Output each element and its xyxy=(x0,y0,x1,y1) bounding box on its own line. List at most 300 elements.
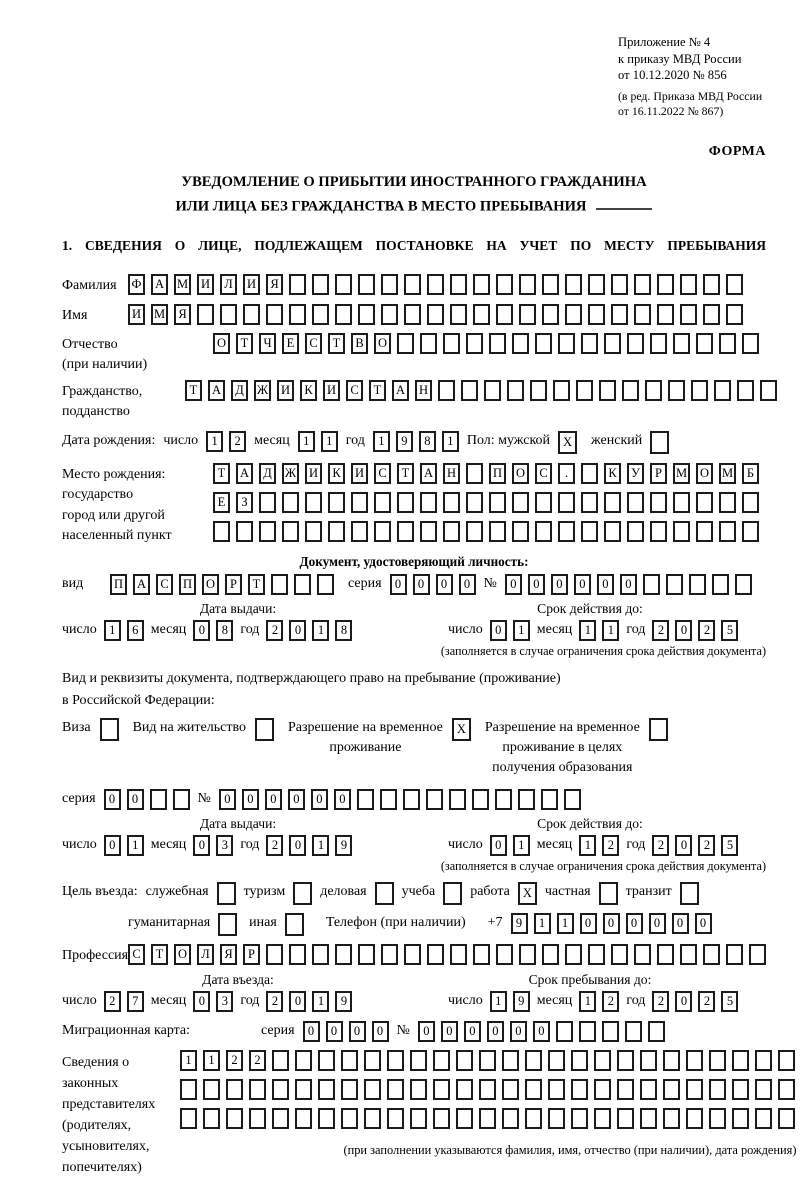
form-cell[interactable]: 0 xyxy=(464,1021,481,1042)
form-cell[interactable] xyxy=(640,1050,657,1071)
form-cell[interactable] xyxy=(502,1108,519,1129)
form-cell[interactable]: А xyxy=(420,463,437,484)
form-cell[interactable] xyxy=(571,1079,588,1100)
form-cell[interactable]: 2 xyxy=(602,991,619,1012)
form-cell[interactable]: 0 xyxy=(675,991,692,1012)
form-cell[interactable] xyxy=(558,521,575,542)
form-cell[interactable] xyxy=(542,944,559,965)
form-cell[interactable] xyxy=(272,1108,289,1129)
form-cell[interactable] xyxy=(317,574,334,595)
form-cell[interactable]: Д xyxy=(231,380,248,401)
form-cell[interactable] xyxy=(351,492,368,513)
form-cell[interactable] xyxy=(341,1050,358,1071)
temp-permit-checkbox[interactable]: X xyxy=(452,718,471,741)
form-cell[interactable] xyxy=(634,274,651,295)
form-cell[interactable] xyxy=(519,274,536,295)
form-cell[interactable]: 0 xyxy=(441,1021,458,1042)
form-cell[interactable]: И xyxy=(351,463,368,484)
form-cell[interactable] xyxy=(602,1021,619,1042)
form-cell[interactable] xyxy=(410,1108,427,1129)
form-cell[interactable]: Т xyxy=(236,333,253,354)
form-cell[interactable]: А xyxy=(208,380,225,401)
form-cell[interactable] xyxy=(576,380,593,401)
form-cell[interactable] xyxy=(689,574,706,595)
form-cell[interactable] xyxy=(625,1021,642,1042)
form-cell[interactable] xyxy=(450,274,467,295)
form-cell[interactable] xyxy=(663,1108,680,1129)
form-cell[interactable]: 0 xyxy=(695,913,712,934)
form-cell[interactable] xyxy=(456,1079,473,1100)
form-cell[interactable]: 1 xyxy=(312,991,329,1012)
form-cell[interactable]: 8 xyxy=(419,431,436,452)
form-cell[interactable]: 1 xyxy=(312,835,329,856)
form-cell[interactable] xyxy=(374,521,391,542)
form-cell[interactable]: А xyxy=(133,574,150,595)
form-cell[interactable]: Т xyxy=(185,380,202,401)
form-cell[interactable] xyxy=(673,492,690,513)
form-cell[interactable] xyxy=(650,492,667,513)
form-cell[interactable] xyxy=(611,944,628,965)
form-cell[interactable]: 1 xyxy=(579,620,596,641)
form-cell[interactable] xyxy=(732,1050,749,1071)
form-cell[interactable] xyxy=(387,1108,404,1129)
form-cell[interactable] xyxy=(397,492,414,513)
form-cell[interactable] xyxy=(535,492,552,513)
form-cell[interactable] xyxy=(548,1108,565,1129)
form-cell[interactable]: 0 xyxy=(487,1021,504,1042)
form-cell[interactable] xyxy=(588,274,605,295)
form-cell[interactable]: 3 xyxy=(216,835,233,856)
form-cell[interactable] xyxy=(410,1050,427,1071)
form-cell[interactable] xyxy=(512,521,529,542)
form-cell[interactable]: 0 xyxy=(289,835,306,856)
form-cell[interactable]: С xyxy=(128,944,145,965)
sex-male-checkbox[interactable]: X xyxy=(558,431,577,454)
form-cell[interactable]: 0 xyxy=(193,620,210,641)
form-cell[interactable] xyxy=(289,944,306,965)
form-cell[interactable]: 1 xyxy=(513,835,530,856)
form-cell[interactable] xyxy=(381,944,398,965)
form-cell[interactable] xyxy=(542,304,559,325)
form-cell[interactable]: 1 xyxy=(127,835,144,856)
form-cell[interactable]: О xyxy=(512,463,529,484)
form-cell[interactable] xyxy=(295,1079,312,1100)
form-cell[interactable]: С xyxy=(305,333,322,354)
form-cell[interactable] xyxy=(507,380,524,401)
form-cell[interactable] xyxy=(726,304,743,325)
form-cell[interactable] xyxy=(249,1079,266,1100)
form-cell[interactable] xyxy=(627,333,644,354)
form-cell[interactable] xyxy=(518,789,535,810)
form-cell[interactable] xyxy=(318,1108,335,1129)
form-cell[interactable]: 5 xyxy=(721,620,738,641)
form-cell[interactable]: Т xyxy=(369,380,386,401)
form-cell[interactable]: 0 xyxy=(436,574,453,595)
form-cell[interactable] xyxy=(680,944,697,965)
form-cell[interactable] xyxy=(719,492,736,513)
form-cell[interactable]: Н xyxy=(415,380,432,401)
form-cell[interactable] xyxy=(328,521,345,542)
form-cell[interactable]: М xyxy=(673,463,690,484)
form-cell[interactable] xyxy=(565,274,582,295)
form-cell[interactable]: Т xyxy=(328,333,345,354)
form-cell[interactable] xyxy=(433,1108,450,1129)
form-cell[interactable] xyxy=(719,333,736,354)
residence-checkbox[interactable] xyxy=(255,718,274,741)
form-cell[interactable]: 0 xyxy=(326,1021,343,1042)
edu-permit-checkbox[interactable] xyxy=(649,718,668,741)
purpose-tourism-checkbox[interactable] xyxy=(293,882,312,905)
form-cell[interactable] xyxy=(512,492,529,513)
form-cell[interactable] xyxy=(449,789,466,810)
form-cell[interactable] xyxy=(358,304,375,325)
form-cell[interactable] xyxy=(581,463,598,484)
form-cell[interactable] xyxy=(226,1108,243,1129)
form-cell[interactable] xyxy=(387,1050,404,1071)
form-cell[interactable]: Ф xyxy=(128,274,145,295)
form-cell[interactable]: 2 xyxy=(266,991,283,1012)
form-cell[interactable]: 0 xyxy=(311,789,328,810)
form-cell[interactable] xyxy=(778,1050,795,1071)
form-cell[interactable] xyxy=(530,380,547,401)
form-cell[interactable] xyxy=(341,1079,358,1100)
form-cell[interactable] xyxy=(456,1108,473,1129)
form-cell[interactable] xyxy=(735,574,752,595)
form-cell[interactable] xyxy=(318,1079,335,1100)
form-cell[interactable] xyxy=(611,304,628,325)
form-cell[interactable]: 1 xyxy=(579,835,596,856)
form-cell[interactable] xyxy=(732,1108,749,1129)
form-cell[interactable] xyxy=(588,944,605,965)
form-cell[interactable] xyxy=(622,380,639,401)
form-cell[interactable]: 0 xyxy=(289,620,306,641)
form-cell[interactable]: 0 xyxy=(418,1021,435,1042)
form-cell[interactable] xyxy=(335,274,352,295)
form-cell[interactable]: 0 xyxy=(459,574,476,595)
form-cell[interactable] xyxy=(243,304,260,325)
form-cell[interactable]: 1 xyxy=(442,431,459,452)
form-cell[interactable] xyxy=(604,521,621,542)
purpose-official-checkbox[interactable] xyxy=(217,882,236,905)
form-cell[interactable]: 0 xyxy=(413,574,430,595)
form-cell[interactable] xyxy=(749,944,766,965)
form-cell[interactable] xyxy=(571,1108,588,1129)
form-cell[interactable]: 2 xyxy=(698,620,715,641)
purpose-transit-checkbox[interactable] xyxy=(680,882,699,905)
form-cell[interactable]: 1 xyxy=(298,431,315,452)
form-cell[interactable]: 0 xyxy=(193,835,210,856)
form-cell[interactable] xyxy=(663,1050,680,1071)
form-cell[interactable] xyxy=(519,304,536,325)
form-cell[interactable] xyxy=(420,333,437,354)
form-cell[interactable] xyxy=(541,789,558,810)
form-cell[interactable] xyxy=(150,789,167,810)
form-cell[interactable]: 0 xyxy=(349,1021,366,1042)
form-cell[interactable] xyxy=(691,380,708,401)
form-cell[interactable]: 9 xyxy=(511,913,528,934)
form-cell[interactable] xyxy=(627,492,644,513)
form-cell[interactable] xyxy=(696,521,713,542)
form-cell[interactable] xyxy=(312,944,329,965)
form-cell[interactable]: С xyxy=(156,574,173,595)
form-cell[interactable]: Т xyxy=(248,574,265,595)
form-cell[interactable] xyxy=(364,1108,381,1129)
form-cell[interactable] xyxy=(594,1050,611,1071)
form-cell[interactable] xyxy=(742,333,759,354)
form-cell[interactable] xyxy=(525,1108,542,1129)
form-cell[interactable] xyxy=(335,944,352,965)
sex-female-checkbox[interactable] xyxy=(650,431,669,454)
form-cell[interactable]: 0 xyxy=(490,620,507,641)
form-cell[interactable] xyxy=(380,789,397,810)
form-cell[interactable]: 2 xyxy=(698,835,715,856)
form-cell[interactable] xyxy=(686,1108,703,1129)
form-cell[interactable] xyxy=(433,1079,450,1100)
form-cell[interactable] xyxy=(535,333,552,354)
purpose-private-checkbox[interactable] xyxy=(599,882,618,905)
form-cell[interactable] xyxy=(594,1079,611,1100)
form-cell[interactable]: Я xyxy=(174,304,191,325)
form-cell[interactable]: 0 xyxy=(193,991,210,1012)
form-cell[interactable]: 0 xyxy=(372,1021,389,1042)
form-cell[interactable]: Я xyxy=(266,274,283,295)
form-cell[interactable]: 1 xyxy=(104,620,121,641)
form-cell[interactable]: 0 xyxy=(603,913,620,934)
form-cell[interactable]: 2 xyxy=(652,835,669,856)
form-cell[interactable] xyxy=(410,1079,427,1100)
form-cell[interactable] xyxy=(760,380,777,401)
form-cell[interactable] xyxy=(282,492,299,513)
form-cell[interactable]: Р xyxy=(225,574,242,595)
form-cell[interactable] xyxy=(712,574,729,595)
form-cell[interactable] xyxy=(226,1079,243,1100)
form-cell[interactable]: Л xyxy=(220,274,237,295)
form-cell[interactable] xyxy=(604,333,621,354)
form-cell[interactable] xyxy=(357,789,374,810)
form-cell[interactable] xyxy=(397,521,414,542)
form-cell[interactable]: 5 xyxy=(721,991,738,1012)
form-cell[interactable] xyxy=(305,492,322,513)
form-cell[interactable]: Т xyxy=(151,944,168,965)
form-cell[interactable]: 9 xyxy=(335,835,352,856)
form-cell[interactable] xyxy=(495,789,512,810)
form-cell[interactable]: Е xyxy=(282,333,299,354)
form-cell[interactable]: 0 xyxy=(620,574,637,595)
form-cell[interactable] xyxy=(726,944,743,965)
form-cell[interactable] xyxy=(650,521,667,542)
form-cell[interactable]: 1 xyxy=(312,620,329,641)
form-cell[interactable]: И xyxy=(323,380,340,401)
form-cell[interactable]: 0 xyxy=(334,789,351,810)
form-cell[interactable] xyxy=(335,304,352,325)
form-cell[interactable]: 2 xyxy=(652,991,669,1012)
form-cell[interactable] xyxy=(634,944,651,965)
form-cell[interactable] xyxy=(387,1079,404,1100)
form-cell[interactable] xyxy=(581,333,598,354)
form-cell[interactable]: В xyxy=(351,333,368,354)
form-cell[interactable]: А xyxy=(392,380,409,401)
form-cell[interactable]: М xyxy=(151,304,168,325)
form-cell[interactable] xyxy=(525,1079,542,1100)
form-cell[interactable]: 1 xyxy=(203,1050,220,1071)
form-cell[interactable]: 0 xyxy=(265,789,282,810)
form-cell[interactable]: Д xyxy=(259,463,276,484)
form-cell[interactable]: 1 xyxy=(490,991,507,1012)
form-cell[interactable]: 0 xyxy=(510,1021,527,1042)
form-cell[interactable] xyxy=(726,274,743,295)
form-cell[interactable] xyxy=(358,274,375,295)
form-cell[interactable] xyxy=(341,1108,358,1129)
form-cell[interactable]: 0 xyxy=(104,789,121,810)
form-cell[interactable] xyxy=(266,304,283,325)
form-cell[interactable] xyxy=(443,492,460,513)
form-cell[interactable] xyxy=(427,304,444,325)
purpose-humanitarian-checkbox[interactable] xyxy=(218,913,237,936)
form-cell[interactable] xyxy=(282,521,299,542)
form-cell[interactable] xyxy=(397,333,414,354)
form-cell[interactable] xyxy=(472,789,489,810)
form-cell[interactable] xyxy=(305,521,322,542)
form-cell[interactable] xyxy=(403,789,420,810)
form-cell[interactable] xyxy=(657,304,674,325)
form-cell[interactable] xyxy=(548,1050,565,1071)
form-cell[interactable] xyxy=(719,521,736,542)
form-cell[interactable] xyxy=(673,521,690,542)
form-cell[interactable] xyxy=(599,380,616,401)
form-cell[interactable]: 9 xyxy=(335,991,352,1012)
form-cell[interactable]: 2 xyxy=(249,1050,266,1071)
form-cell[interactable] xyxy=(466,333,483,354)
form-cell[interactable] xyxy=(404,304,421,325)
form-cell[interactable] xyxy=(581,492,598,513)
form-cell[interactable] xyxy=(553,380,570,401)
form-cell[interactable] xyxy=(686,1079,703,1100)
form-cell[interactable] xyxy=(180,1079,197,1100)
form-cell[interactable]: И xyxy=(243,274,260,295)
form-cell[interactable] xyxy=(617,1108,634,1129)
form-cell[interactable] xyxy=(627,521,644,542)
form-cell[interactable] xyxy=(473,304,490,325)
form-cell[interactable] xyxy=(381,304,398,325)
form-cell[interactable] xyxy=(295,1108,312,1129)
form-cell[interactable] xyxy=(420,492,437,513)
form-cell[interactable]: 0 xyxy=(288,789,305,810)
form-cell[interactable] xyxy=(289,274,306,295)
form-cell[interactable] xyxy=(374,492,391,513)
form-cell[interactable] xyxy=(489,492,506,513)
form-cell[interactable] xyxy=(558,492,575,513)
form-cell[interactable] xyxy=(565,944,582,965)
form-cell[interactable] xyxy=(617,1079,634,1100)
form-cell[interactable] xyxy=(420,521,437,542)
form-cell[interactable]: Р xyxy=(243,944,260,965)
form-cell[interactable] xyxy=(556,1021,573,1042)
form-cell[interactable]: 2 xyxy=(266,835,283,856)
form-cell[interactable] xyxy=(778,1079,795,1100)
form-cell[interactable]: 0 xyxy=(649,913,666,934)
form-cell[interactable] xyxy=(496,274,513,295)
form-cell[interactable]: 0 xyxy=(672,913,689,934)
form-cell[interactable] xyxy=(588,304,605,325)
form-cell[interactable]: 0 xyxy=(551,574,568,595)
form-cell[interactable] xyxy=(443,333,460,354)
form-cell[interactable] xyxy=(328,492,345,513)
form-cell[interactable]: 1 xyxy=(321,431,338,452)
form-cell[interactable] xyxy=(479,1050,496,1071)
form-cell[interactable] xyxy=(755,1108,772,1129)
form-cell[interactable]: М xyxy=(174,274,191,295)
form-cell[interactable] xyxy=(742,492,759,513)
form-cell[interactable] xyxy=(778,1108,795,1129)
form-cell[interactable] xyxy=(703,274,720,295)
form-cell[interactable] xyxy=(489,521,506,542)
form-cell[interactable] xyxy=(755,1079,772,1100)
form-cell[interactable] xyxy=(496,304,513,325)
form-cell[interactable] xyxy=(535,521,552,542)
form-cell[interactable]: А xyxy=(151,274,168,295)
form-cell[interactable] xyxy=(548,1079,565,1100)
form-cell[interactable] xyxy=(709,1108,726,1129)
form-cell[interactable] xyxy=(180,1108,197,1129)
form-cell[interactable] xyxy=(404,944,421,965)
form-cell[interactable] xyxy=(512,333,529,354)
form-cell[interactable]: К xyxy=(328,463,345,484)
purpose-business-checkbox[interactable] xyxy=(375,882,394,905)
form-cell[interactable] xyxy=(634,304,651,325)
form-cell[interactable]: И xyxy=(128,304,145,325)
form-cell[interactable] xyxy=(564,789,581,810)
form-cell[interactable] xyxy=(456,1050,473,1071)
form-cell[interactable] xyxy=(318,1050,335,1071)
form-cell[interactable] xyxy=(502,1050,519,1071)
form-cell[interactable] xyxy=(663,1079,680,1100)
form-cell[interactable]: Т xyxy=(213,463,230,484)
form-cell[interactable]: С xyxy=(346,380,363,401)
form-cell[interactable] xyxy=(709,1050,726,1071)
form-cell[interactable]: 3 xyxy=(216,991,233,1012)
form-cell[interactable]: С xyxy=(374,463,391,484)
form-cell[interactable] xyxy=(496,944,513,965)
form-cell[interactable]: 6 xyxy=(127,620,144,641)
form-cell[interactable] xyxy=(427,274,444,295)
form-cell[interactable] xyxy=(271,574,288,595)
form-cell[interactable] xyxy=(643,574,660,595)
form-cell[interactable]: 0 xyxy=(675,835,692,856)
form-cell[interactable]: 0 xyxy=(242,789,259,810)
form-cell[interactable] xyxy=(650,333,667,354)
form-cell[interactable] xyxy=(479,1108,496,1129)
form-cell[interactable]: 5 xyxy=(721,835,738,856)
form-cell[interactable]: 0 xyxy=(127,789,144,810)
form-cell[interactable]: 0 xyxy=(303,1021,320,1042)
form-cell[interactable] xyxy=(696,492,713,513)
form-cell[interactable] xyxy=(473,944,490,965)
form-cell[interactable] xyxy=(479,1079,496,1100)
form-cell[interactable] xyxy=(581,521,598,542)
form-cell[interactable] xyxy=(173,789,190,810)
form-cell[interactable]: Т xyxy=(397,463,414,484)
form-cell[interactable]: Б xyxy=(742,463,759,484)
form-cell[interactable] xyxy=(213,521,230,542)
form-cell[interactable] xyxy=(466,492,483,513)
form-cell[interactable] xyxy=(289,304,306,325)
form-cell[interactable]: О xyxy=(374,333,391,354)
form-cell[interactable]: 0 xyxy=(626,913,643,934)
form-cell[interactable]: З xyxy=(236,492,253,513)
form-cell[interactable] xyxy=(680,304,697,325)
form-cell[interactable]: О xyxy=(202,574,219,595)
purpose-work-checkbox[interactable]: X xyxy=(518,882,537,905)
